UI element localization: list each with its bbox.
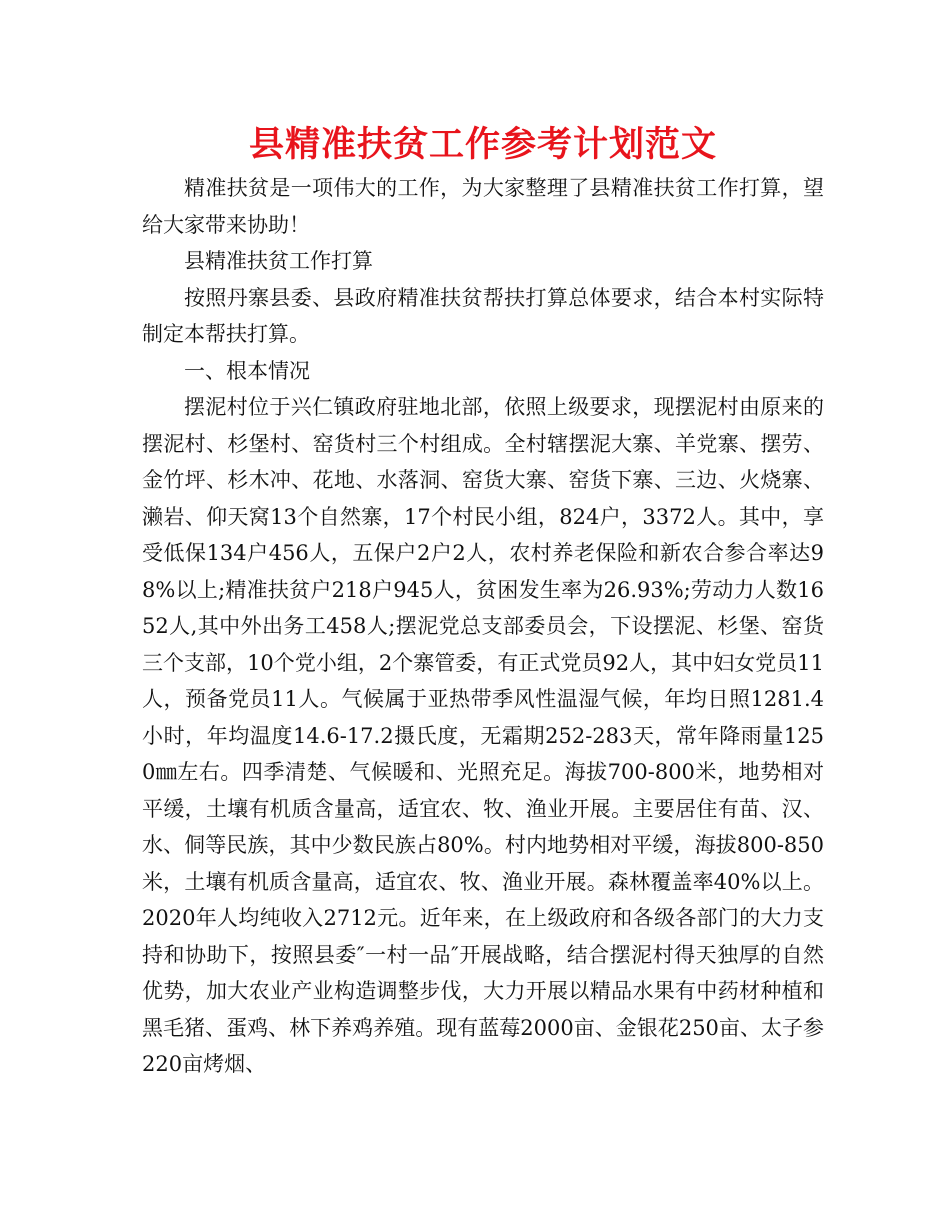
document-title: 县精准扶贫工作参考计划范文 [248,125,717,165]
document-page [142,120,824,1083]
body-paragraph: 按照丹寨县委、县政府精准扶贫帮扶打算总体要求，结合本村实际特制定本帮扶打算。 [142,285,824,346]
section-heading: 县精准扶贫工作打算 [184,249,373,273]
body-paragraph: 摆泥村位于兴仁镇政府驻地北部，依照上级要求，现摆泥村由原来的摆泥村、杉堡村、窑货村三个村组成。全村辖摆泥大寨、羊党寨、摆劳、金竹坪、杉木冲、花地、水落洞、窑货大寨、窑货下寨、三边、火烧寨、濑岩、仰天窝13个自然寨，17个村民小组，824户，3372人。其中，享受低保134户456人，五保户2户2人，农村养老保险和新农合参合率达98%以上;精准扶贫户218户945人，贫困发生率为26.93%;劳动力人数1652人,其中外出务工458人;摆泥党总支部委员会，下设摆泥、杉堡、窑货三个支部，10个党小组，2个寨管委，有正式党员92人，其中妇女党员11人，预备党员11人。气候属于亚热带季风性温湿气候，年均日照1281.4小时，年均温度14.6-17.2摄氏度，无霜期252-283天，常年降雨量1250㎜左右。四季清楚、气候暖和、光照充足。海拔700-800米，地势相对平缓，土壤有机质含量高，适宜农、牧、渔业开展。主要居住有苗、汉、水、侗等民族，其中少数民族占80%。村内地势相对平缓，海拔800-850米，土壤有机质含量高，适宜农、牧、渔业开展。森林覆盖率40%以上。2020年人均纯收入2712元。近年来，在上级政府和各级各部门的大力支持和协助下，按照县委″一村一品″开展战略，结合摆泥村得天独厚的自然优势，加大农业产业构造调整步伐，大力开展以精品水果有中药材种植和黑毛猪、蛋鸡、林下养鸡养殖。现有蓝莓2000亩、金银花250亩、太子参220亩烤烟、 [142,395,824,1076]
intro-paragraph: 精准扶贫是一项伟大的工作，为大家整理了县精准扶贫工作打算，望给大家带来协助！ [142,176,824,237]
section-heading: 一、根本情况 [184,358,310,383]
